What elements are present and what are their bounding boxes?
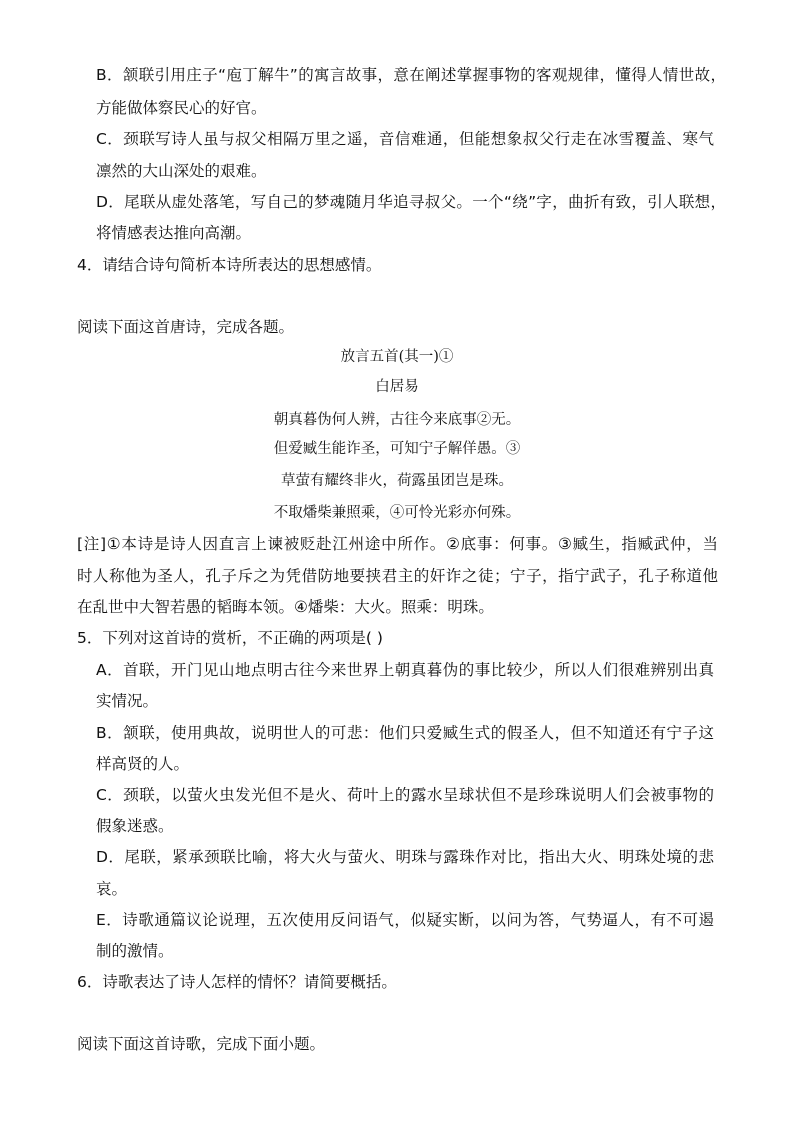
option-b-line2: 方能做体察民心的好官。 bbox=[96, 99, 267, 117]
question-6: 6．诗歌表达了诗人怎样的情怀？请简要概括。 bbox=[77, 973, 397, 991]
section2-intro: 阅读下面这首唐诗，完成各题。 bbox=[77, 318, 295, 336]
note-line2: 时人称他为圣人，孔子斥之为凭借防地要挟君主的奸诈之徒；宁子，指宁武子，孔子称道他 bbox=[77, 567, 718, 585]
q5-option-c-line2: 假象迷惑。 bbox=[96, 817, 174, 835]
q5-option-d-line1: D．尾联，紧承颈联比喻，将大火与萤火、明珠与露珠作对比，指出大火、明珠处境的悲 bbox=[96, 848, 714, 866]
note-line1: [注]①本诗是诗人因直言上谏被贬赴江州途中所作。②底事：何事。③臧生，指臧武仲，当 bbox=[77, 535, 718, 553]
option-c-line2: 凛然的大山深处的艰难。 bbox=[96, 162, 267, 180]
q5-option-b-line2: 样高贤的人。 bbox=[96, 755, 190, 773]
q5-option-e-line2: 制的激情。 bbox=[96, 942, 174, 960]
poem-line-1: 朝真暮伪何人辨，古往今来底事②无。 bbox=[273, 412, 521, 428]
poem-line-3: 草萤有耀终非火，荷露虽团岂是珠。 bbox=[281, 473, 513, 489]
option-d-line1: D．尾联从虚处落笔，写自己的梦魂随月华追寻叔父。一个“绕”字，曲折有致，引人联想， bbox=[96, 193, 726, 211]
option-c-line1: C．颈联写诗人虽与叔父相隔万里之遥，音信难通，但能想象叔父行走在冰雪覆盖、寒气 bbox=[96, 130, 714, 148]
poem-title: 放言五首(其一)① bbox=[340, 349, 454, 365]
question-5-stem: 5．下列对这首诗的赏析，不正确的两项是( ) bbox=[77, 629, 383, 647]
section3-intro: 阅读下面这首诗歌，完成下面小题。 bbox=[77, 1035, 326, 1053]
poem-line-4: 不取燔柴兼照乘，④可怜光彩亦何殊。 bbox=[273, 505, 521, 521]
note-line3: 在乱世中大智若愚的韬晦本领。④燔柴：大火。照乘：明珠。 bbox=[77, 598, 494, 616]
q5-option-a-line1: A．首联，开门见山地点明古往今来世界上朝真暮伪的事比较少，所以人们很难辨别出真 bbox=[96, 661, 714, 679]
poem-author: 白居易 bbox=[375, 379, 419, 395]
option-d-line2: 将情感表达推向高潮。 bbox=[96, 224, 252, 242]
q5-option-b-line1: B．颔联，使用典故，说明世人的可悲：他们只爱臧生式的假圣人，但不知道还有宁子这 bbox=[96, 724, 714, 742]
option-b-line1: B．颔联引用庄子“庖丁解牛”的寓言故事，意在阐述掌握事物的客观规律，懂得人情世故， bbox=[96, 66, 726, 84]
q5-option-c-line1: C．颈联，以萤火虫发光但不是火、荷叶上的露水呈球状但不是珍珠说明人们会被事物的 bbox=[96, 786, 714, 804]
q5-option-a-line2: 实情况。 bbox=[96, 692, 159, 710]
poem-line-2: 但爱臧生能诈圣，可知宁子解佯愚。③ bbox=[273, 441, 521, 457]
q5-option-d-line2: 哀。 bbox=[96, 880, 128, 898]
q5-option-e-line1: E．诗歌通篇议论说理，五次使用反问语气，似疑实断，以问为答，气势逼人，有不可遏 bbox=[96, 911, 714, 929]
question-4: 4．请结合诗句简析本诗所表达的思想感情。 bbox=[77, 256, 382, 274]
